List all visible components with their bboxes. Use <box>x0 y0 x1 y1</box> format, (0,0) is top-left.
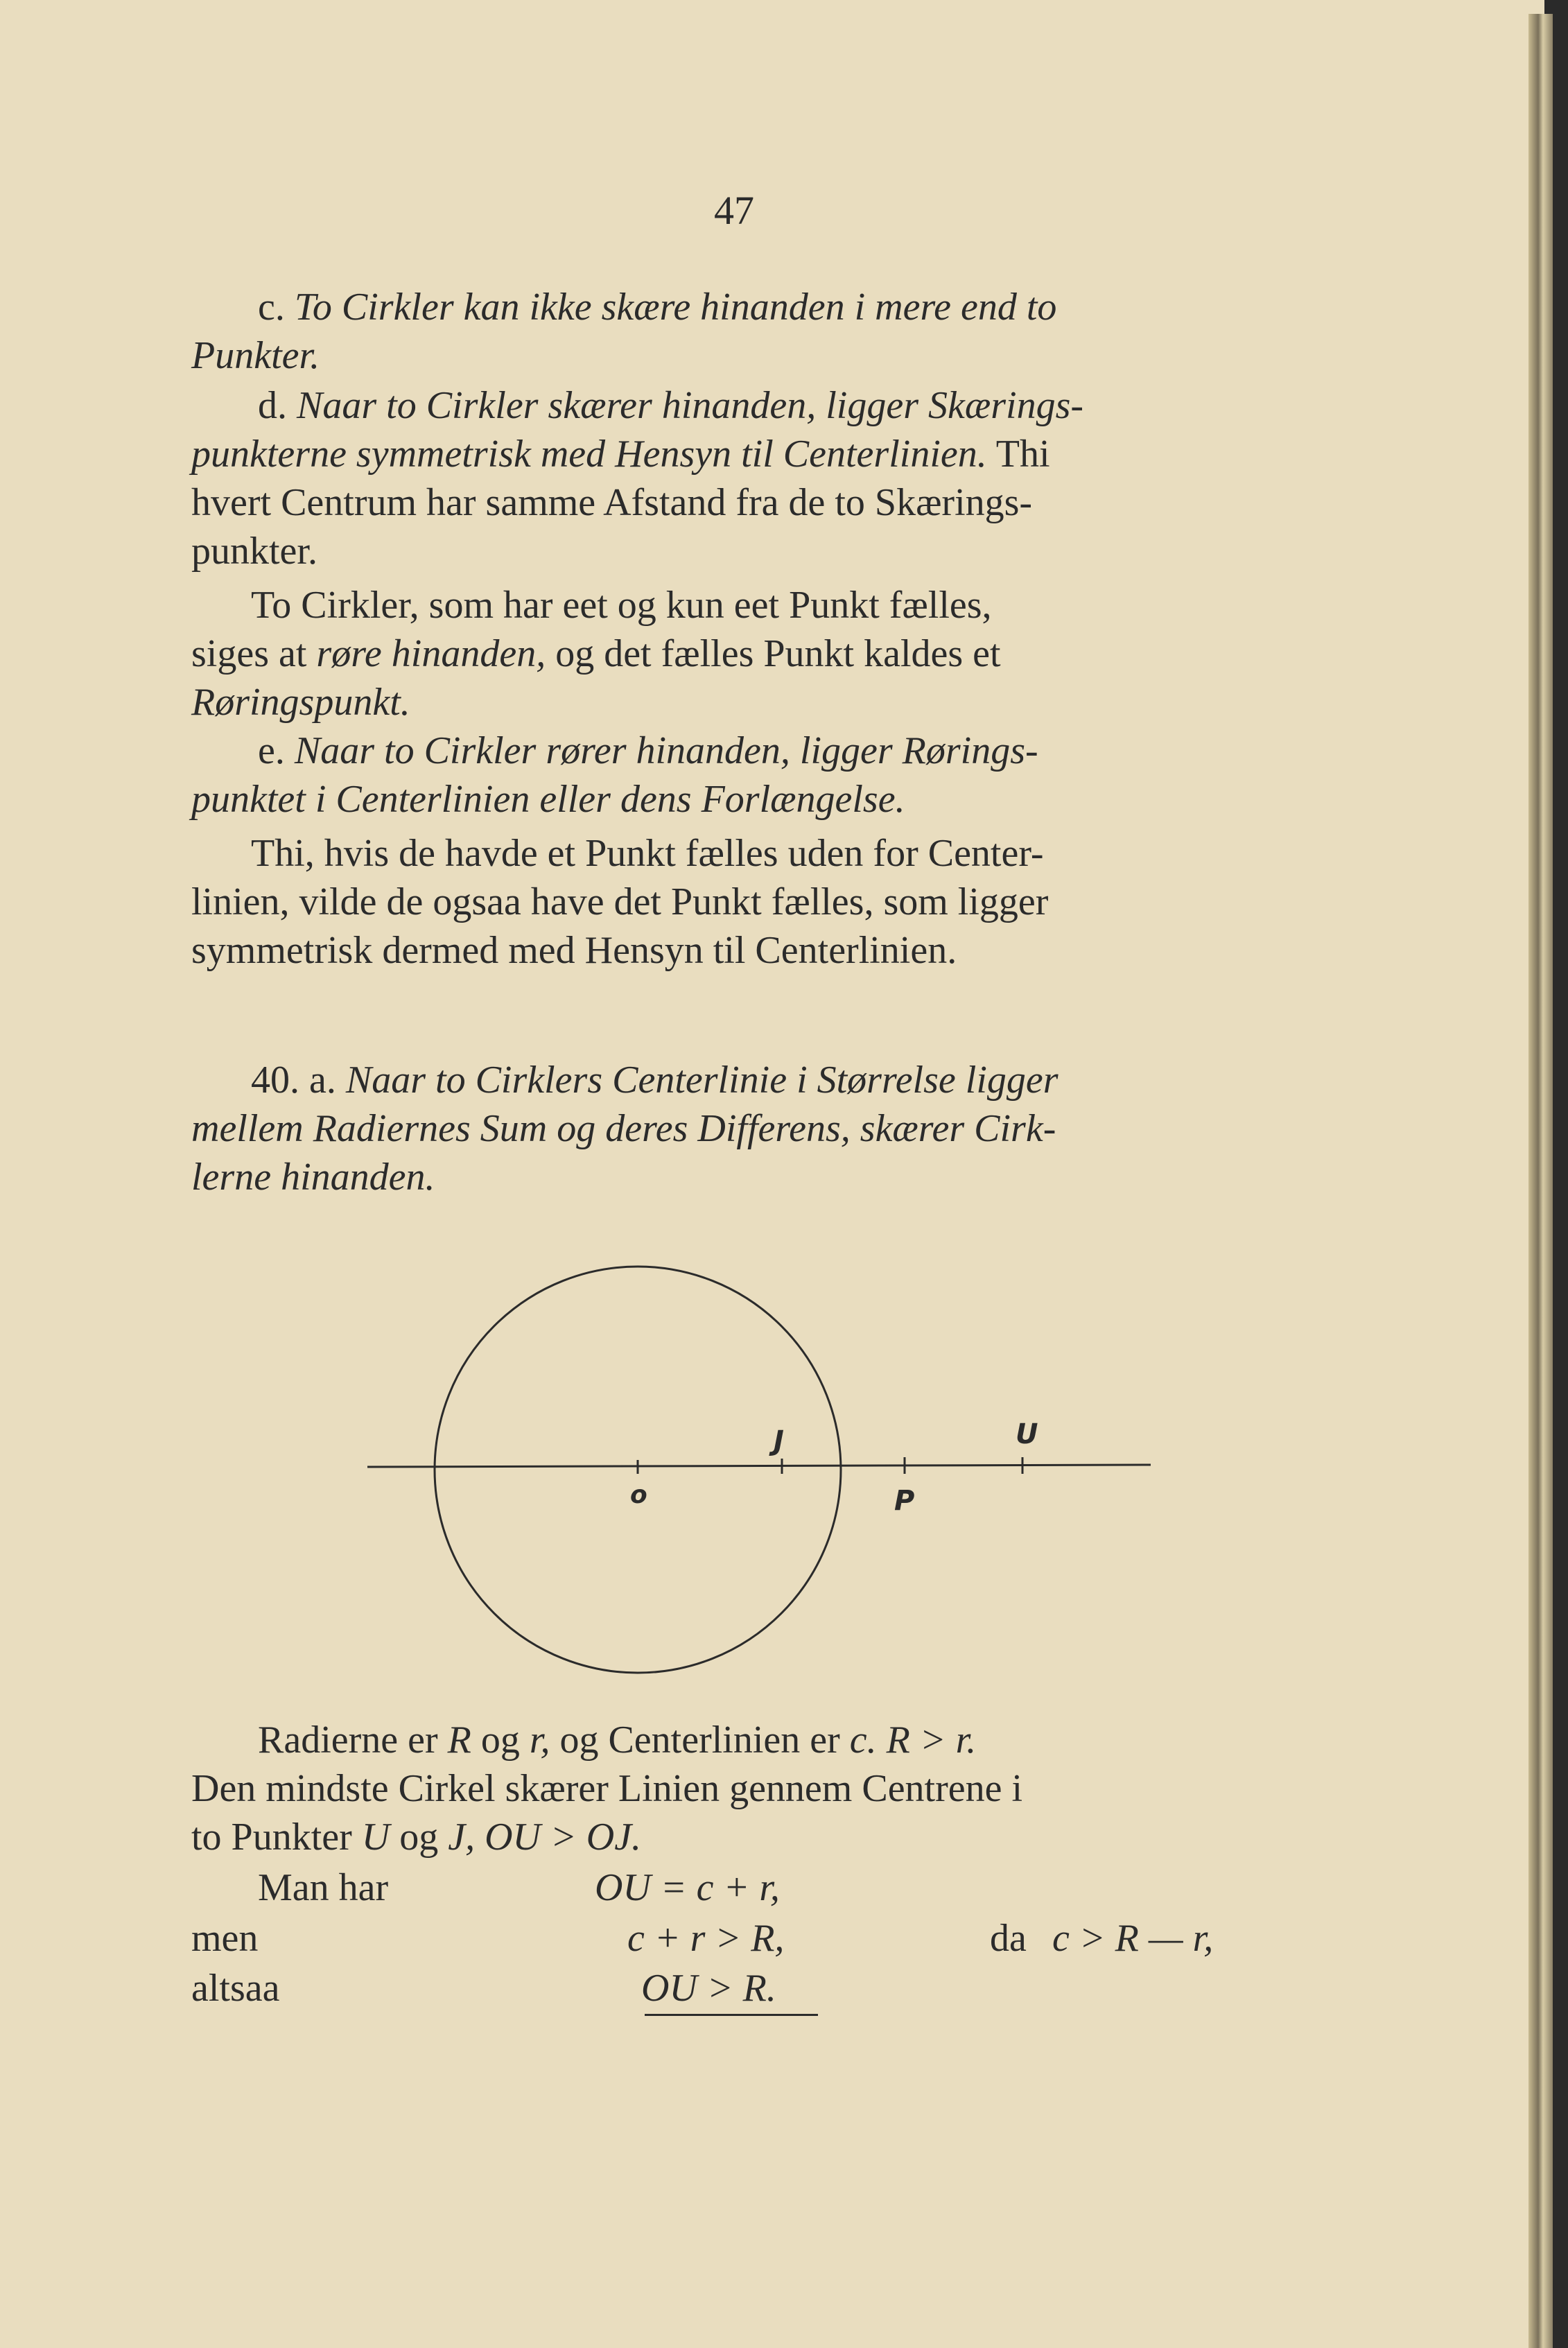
eq2-lead: men <box>191 1917 259 1960</box>
after-line1 <box>258 1719 977 1762</box>
para-40-text3: lerne hinanden. <box>191 1156 435 1199</box>
para-d-text2: punkterne symmetrisk med Hensyn til Centerlinien. <box>191 433 987 476</box>
para-d-label: d. <box>258 384 287 427</box>
eq1-lead: Man har <box>258 1866 389 1909</box>
para-e-label: e. <box>258 729 285 772</box>
eq2-note-pre: da <box>990 1917 1027 1960</box>
para-c-label: c. <box>258 286 285 329</box>
para-e-line2 <box>191 780 905 819</box>
para-roring-ital: røre hinanden, <box>316 632 546 675</box>
after-line3-a: to Punkter <box>191 1816 352 1859</box>
para-d-line3: hvert Centrum har samme Afstand fra de to Skærings- <box>191 481 1033 524</box>
para-e-line5: symmetrisk dermed med Hensyn til Centerlinien. <box>191 929 957 972</box>
para-c-line2 <box>191 336 320 375</box>
para-40-line3 <box>191 1158 435 1197</box>
para-e-text2: punktet i Centerlinien eller dens Forlængelse. <box>191 778 905 821</box>
para-d-thi: Thi <box>995 433 1050 476</box>
para-d-line4: punkter. <box>191 530 317 573</box>
after-line1-cvar: c. <box>849 1719 877 1762</box>
book-spine <box>1528 14 1553 2348</box>
para-40-line1 <box>251 1059 1059 1102</box>
para-roring-term: Røringspunkt. <box>191 681 410 724</box>
para-e-line3: Thi, hvis de havde et Punkt fælles uden for Center- <box>251 832 1044 875</box>
para-e-line4: linien, vilde de ogsaa have det Punkt fælles, som ligger <box>191 880 1049 923</box>
para-roring-line3 <box>191 683 410 722</box>
para-d-text1: Naar to Cirkler skærer hinanden, ligger Skærings- <box>297 384 1084 427</box>
circle-figure <box>360 1255 1192 1692</box>
eq1-expr: OU = c + r, <box>595 1866 780 1909</box>
after-line3-b: og <box>399 1816 439 1859</box>
para-c-text2: Punkter. <box>191 334 320 377</box>
para-40-text2: mellem Radiernes Sum og deres Differens, skærer Cirk- <box>191 1107 1056 1150</box>
label-j: J <box>774 1425 784 1457</box>
after-line1-a: Radierne er <box>258 1719 438 1762</box>
para-d-line1 <box>258 386 1083 425</box>
eq2-expr: c + r > R, <box>627 1917 785 1960</box>
para-c-text1: To Cirkler kan ikke skære hinanden i mere end to <box>294 286 1057 329</box>
after-line2: Den mindste Cirkel skærer Linien gennem Centrene i <box>191 1767 1023 1810</box>
para-40-line2 <box>191 1109 1056 1148</box>
label-o: o <box>630 1481 647 1509</box>
eq3-expr: OU > R. <box>641 1967 776 2010</box>
after-line3-rest: J, OU > OJ. <box>448 1816 642 1859</box>
after-line3 <box>191 1816 642 1859</box>
para-40-label: 40. a. <box>251 1059 336 1102</box>
label-u: U <box>1016 1418 1038 1450</box>
para-e-text1: Naar to Cirkler rører hinanden, ligger Rørings- <box>294 729 1038 772</box>
after-line1-c: og Centerlinien er <box>559 1719 840 1762</box>
label-p: P <box>894 1485 915 1517</box>
eq2-note: c > R — r, <box>1052 1917 1214 1960</box>
para-e-line1 <box>258 731 1038 770</box>
after-line3-U: U <box>361 1816 390 1859</box>
after-line1-r: r, <box>529 1719 550 1762</box>
para-c-line1 <box>258 288 1056 327</box>
after-line1-ineq: R > r. <box>886 1719 977 1762</box>
after-line1-b: og <box>480 1719 520 1762</box>
para-d-line2 <box>191 433 1050 476</box>
para-roring-post: og det fælles Punkt kaldes et <box>555 632 1001 675</box>
para-roring-line2 <box>191 634 1001 673</box>
para-roring-line1: To Cirkler, som har eet og kun eet Punkt fælles, <box>251 584 992 627</box>
para-roring-pre: siges at <box>191 632 307 675</box>
page-number: 47 <box>714 188 754 233</box>
result-underline <box>645 2014 818 2016</box>
after-line1-R: R <box>447 1719 471 1762</box>
center-line <box>367 1465 1151 1467</box>
para-40-text1: Naar to Cirklers Centerlinie i Størrelse ligger <box>345 1059 1059 1102</box>
eq3-lead: altsaa <box>191 1967 280 2010</box>
